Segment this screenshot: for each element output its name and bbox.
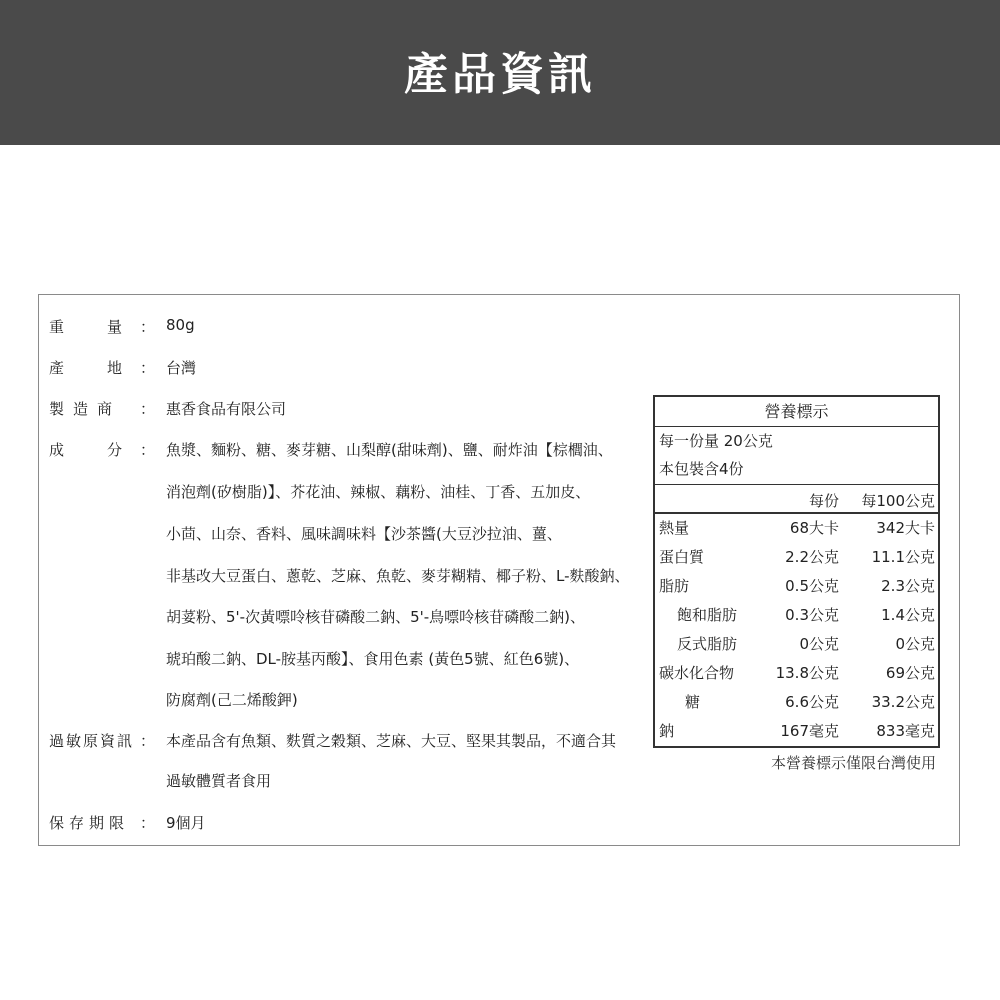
nutrient-per-serving: 6.6公克 [785, 693, 839, 711]
nutrient-name: 糖 [685, 693, 701, 711]
nutrient-per-serving: 0.5公克 [785, 577, 839, 595]
nutrition-row [655, 717, 938, 746]
shelf-life-label: 保存期限 [49, 814, 130, 832]
nutrient-name: 熱量 [659, 519, 690, 537]
origin-colon: ： [140, 359, 156, 377]
weight-value: 80g [166, 316, 195, 334]
nutrient-name: 鈉 [659, 722, 675, 740]
ingredients-line: 小茴、山奈、香料、風味調味料【沙茶醬(大豆沙拉油、薑、 [166, 525, 562, 543]
shelf-life-colon: ： [140, 814, 156, 832]
origin-value: 台灣 [166, 359, 197, 377]
allergen-colon: ： [140, 732, 156, 750]
nutrient-name: 反式脂肪 [677, 635, 738, 653]
nutrient-per-serving: 68大卡 [789, 519, 839, 537]
nutrition-row [655, 572, 938, 601]
nutrition-note: 本營養標示僅限台灣使用 [770, 754, 936, 772]
nutrient-per-serving: 0公克 [799, 635, 839, 653]
weight-label: 重 量 [49, 318, 137, 336]
nutrient-per-100g: 0公克 [895, 635, 935, 653]
col-per-serving: 每份 [808, 492, 839, 510]
origin-label: 產 地 [49, 359, 137, 377]
maker-value: 惠香食品有限公司 [166, 400, 287, 418]
serving-size: 每一份量 20公克 [659, 432, 773, 450]
nutrient-name: 蛋白質 [659, 548, 705, 566]
shelf-life-value: 9個月 [166, 814, 206, 832]
nutrient-per-serving: 13.8公克 [775, 664, 839, 682]
nutrient-per-100g: 342大卡 [876, 519, 935, 537]
nutrition-header-row [655, 485, 938, 514]
nutrition-row [655, 659, 938, 688]
nutrition-row [655, 688, 938, 717]
allergen-line: 本產品含有魚類、麩質之穀類、芝麻、大豆、堅果其製品，不適合其 [166, 732, 617, 750]
nutrition-row [655, 514, 938, 543]
ingredients-line: 防腐劑(己二烯酸鉀) [166, 691, 298, 709]
page-title: 產品資訊 [404, 49, 596, 100]
nutrient-per-100g: 2.3公克 [881, 577, 935, 595]
nutrient-per-serving: 167毫克 [780, 722, 839, 740]
nutrient-name: 碳水化合物 [659, 664, 735, 682]
ingredients-line: 琥珀酸二鈉、DL-胺基丙酸】、食用色素 (黃色5號、紅色6號)、 [166, 650, 580, 668]
ingredients-line: 胡荽粉、5'-次黃嘌呤核苷磷酸二鈉、5'-鳥嘌呤核苷磷酸二鈉)、 [166, 608, 586, 626]
nutrient-per-serving: 0.3公克 [785, 606, 839, 624]
ingredients-colon: ： [140, 441, 156, 459]
nutrition-title: 營養標示 [655, 397, 938, 427]
nutrition-row [655, 630, 938, 659]
nutrient-per-100g: 69公克 [885, 664, 935, 682]
allergen-line: 過敏體質者食用 [166, 772, 272, 790]
nutrient-name: 脂肪 [659, 577, 690, 595]
nutrition-row [655, 543, 938, 572]
maker-label: 製造商 [49, 400, 122, 418]
nutrient-per-100g: 1.4公克 [881, 606, 935, 624]
ingredients-line: 魚漿、麵粉、糖、麥芽糖、山梨醇(甜味劑)、鹽、耐炸油【棕櫚油、 [166, 441, 613, 459]
nutrition-table [653, 395, 940, 748]
servings-per-pack: 本包裝含4份 [655, 456, 938, 485]
ingredients-label: 成 分 [49, 441, 137, 459]
nutrition-row [655, 601, 938, 630]
nutrient-per-100g: 833毫克 [876, 722, 935, 740]
maker-colon: ： [140, 400, 156, 418]
ingredients-line: 非基改大豆蛋白、蔥乾、芝麻、魚乾、麥芽糊精、椰子粉、L-麩酸鈉、 [166, 567, 630, 585]
allergen-label: 過敏原資訊 [49, 732, 135, 750]
nutrient-per-100g: 33.2公克 [871, 693, 935, 711]
nutrient-per-serving: 2.2公克 [785, 548, 839, 566]
ingredients-line: 消泡劑(矽樹脂)】、芥花油、辣椒、藕粉、油桂、丁香、五加皮、 [166, 483, 591, 501]
col-per-100g: 每100公克 [861, 492, 935, 510]
nutrient-per-100g: 11.1公克 [871, 548, 935, 566]
nutrient-name: 飽和脂肪 [677, 606, 738, 624]
page-header [0, 0, 1000, 145]
weight-colon: ： [140, 318, 156, 336]
